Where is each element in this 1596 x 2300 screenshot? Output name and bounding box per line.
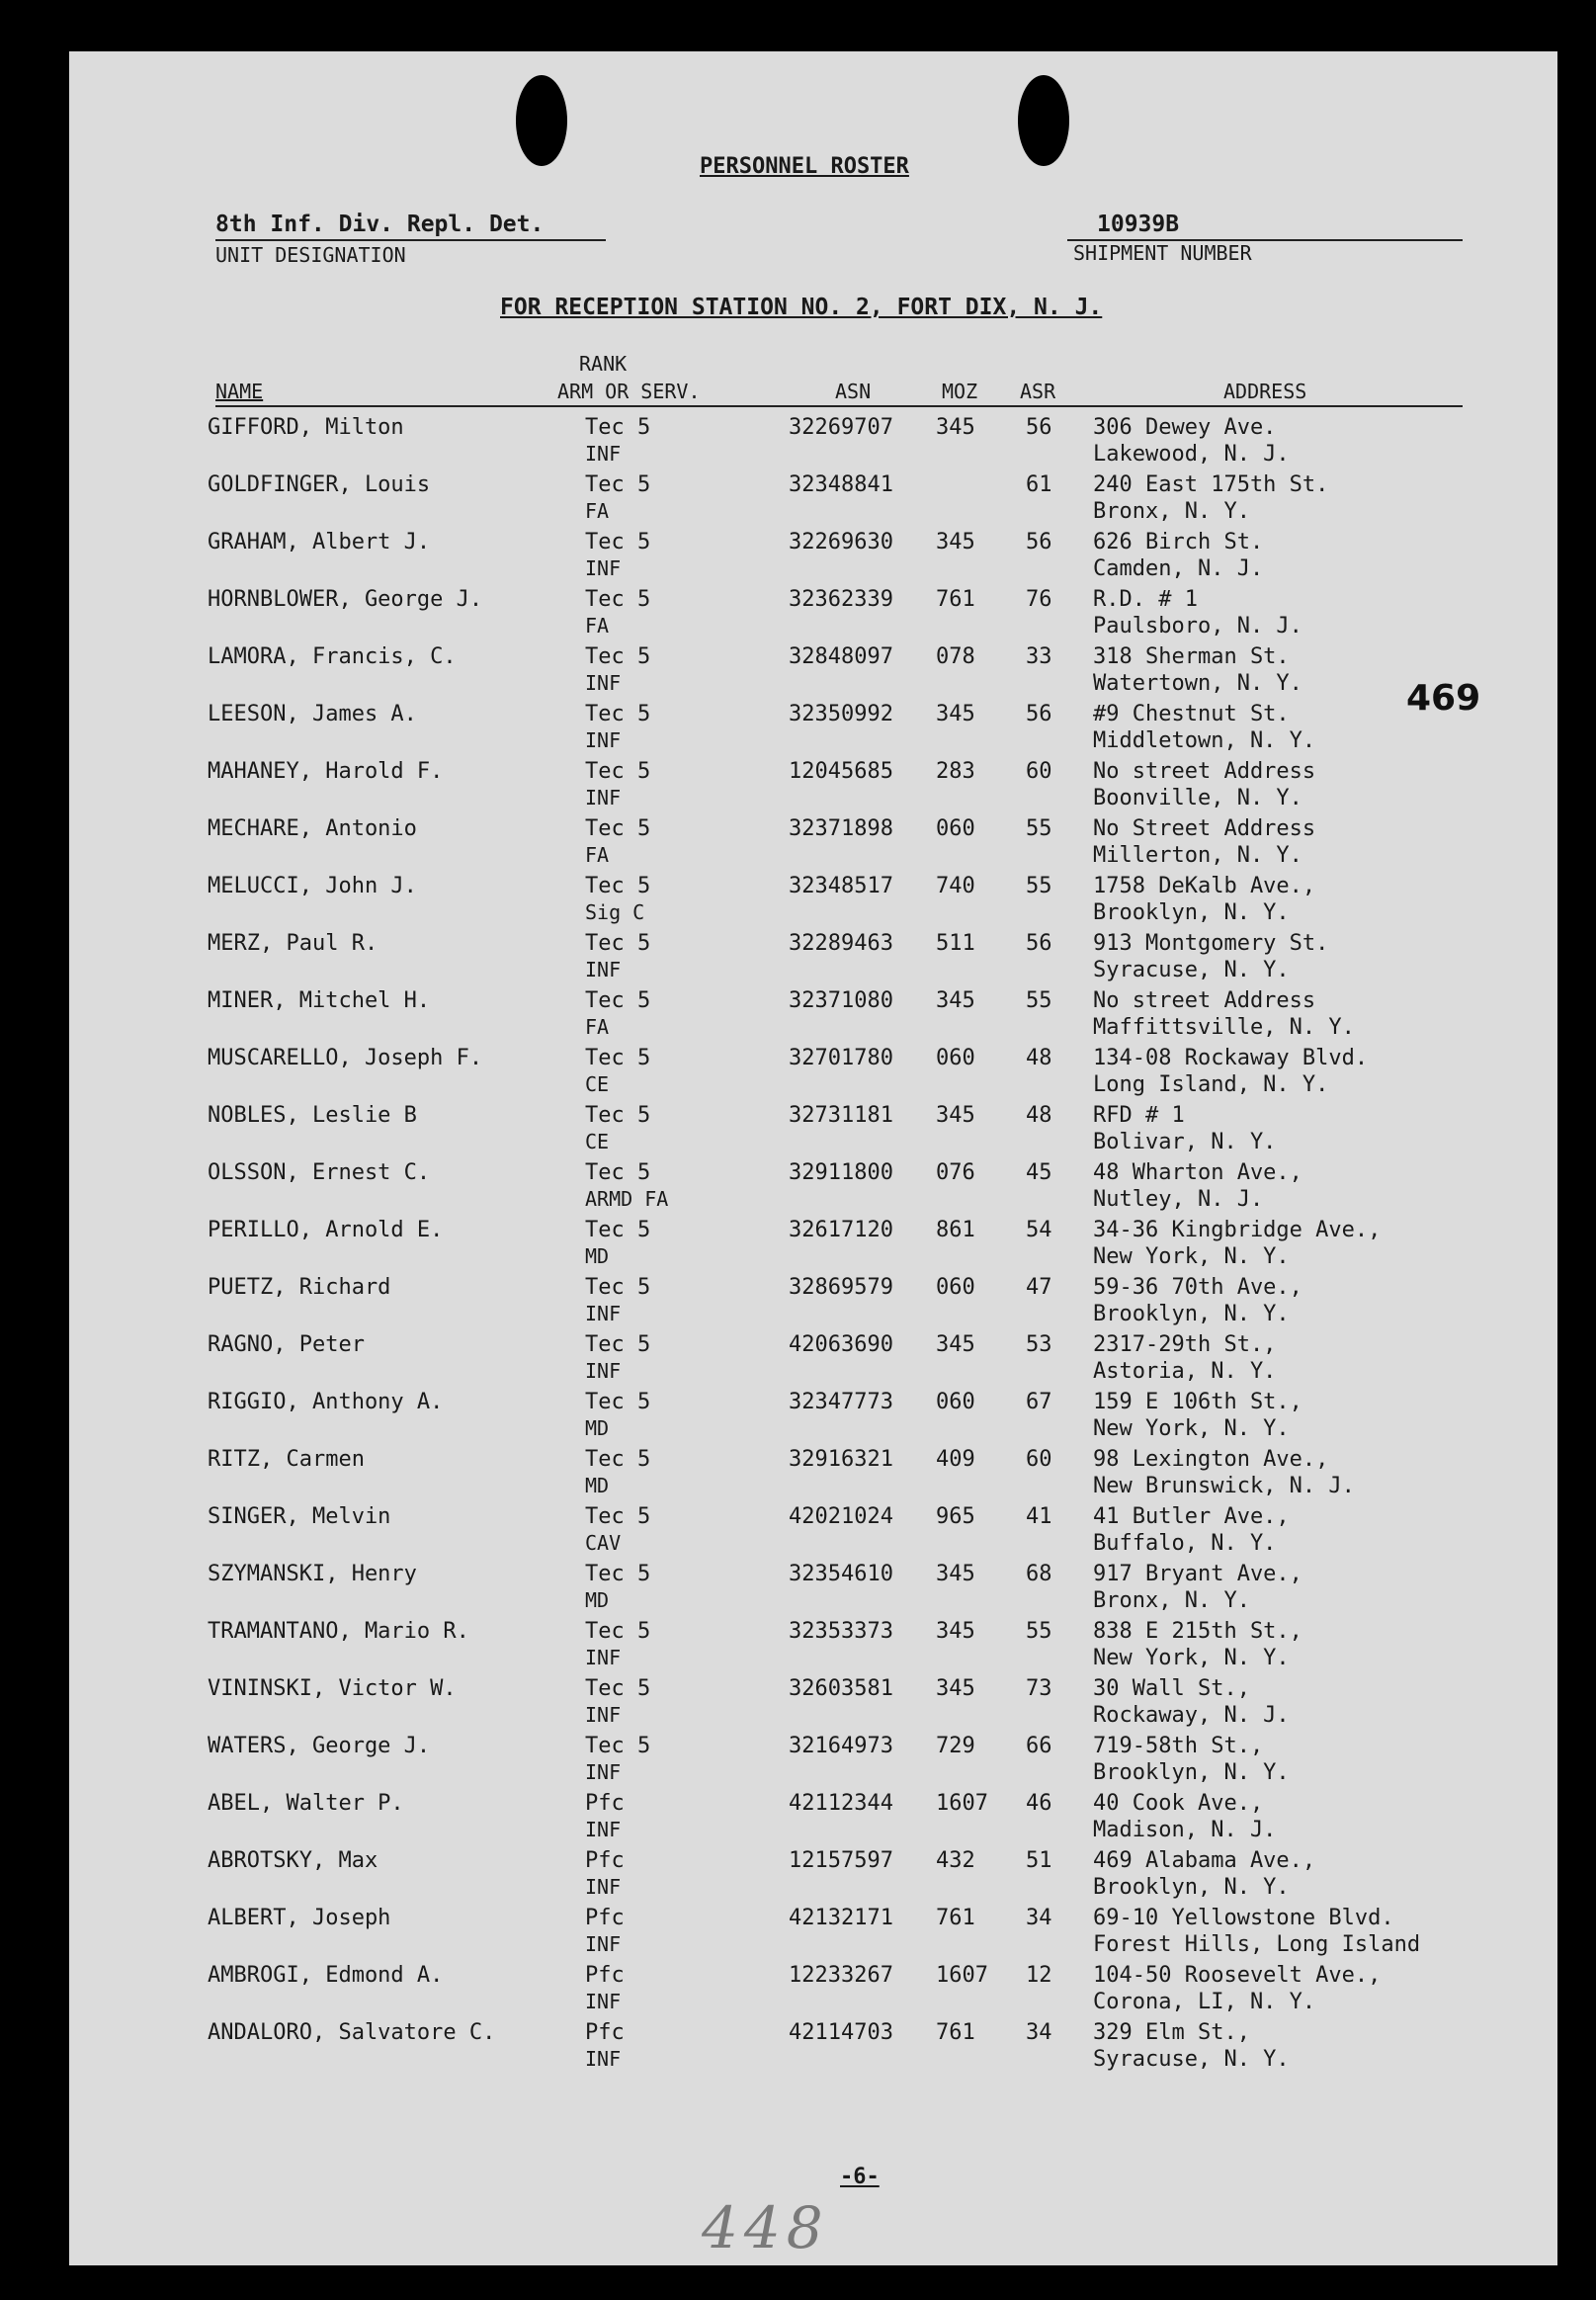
roster-asn: 42021024 — [789, 1504, 893, 1529]
col-header-rank: RANK — [579, 352, 628, 376]
roster-asr: 53 — [1026, 1332, 1052, 1357]
roster-address-line2: Syracuse, N. Y. — [1093, 958, 1290, 982]
roster-address-line2: Corona, LI, N. Y. — [1093, 1990, 1316, 2014]
roster-moz: 965 — [936, 1504, 975, 1529]
roster-asr: 55 — [1026, 874, 1052, 898]
roster-arm-service: INF — [585, 671, 622, 695]
roster-asn: 32348841 — [789, 472, 893, 497]
roster-asr: 33 — [1026, 644, 1052, 669]
roster-address-line2: Watertown, N. Y. — [1093, 671, 1302, 696]
roster-address-line1: 2317-29th St., — [1093, 1332, 1277, 1357]
roster-address-line1: 318 Sherman St. — [1093, 644, 1290, 669]
roster-address-line2: Bolivar, N. Y. — [1093, 1130, 1277, 1154]
table-row — [69, 982, 1557, 1040]
roster-rank: Pfc — [585, 1791, 625, 1816]
roster-address-line1: 917 Bryant Ave., — [1093, 1562, 1302, 1586]
table-row — [69, 1900, 1557, 1957]
col-header-moz: MOZ — [942, 380, 978, 403]
roster-asn: 32164973 — [789, 1734, 893, 1758]
roster-rank: Tec 5 — [585, 988, 651, 1013]
roster-asr: 54 — [1026, 1218, 1052, 1242]
unit-designation-label: UNIT DESIGNATION — [215, 239, 606, 267]
roster-rank: Tec 5 — [585, 1332, 651, 1357]
roster-arm-service: CAV — [585, 1531, 622, 1555]
document-page — [69, 51, 1557, 2265]
roster-arm-service: CE — [585, 1072, 610, 1096]
roster-moz: 511 — [936, 931, 975, 956]
roster-asn: 32701780 — [789, 1046, 893, 1070]
roster-moz: 761 — [936, 2020, 975, 2045]
roster-moz: 060 — [936, 1046, 975, 1070]
roster-moz: 345 — [936, 988, 975, 1013]
roster-address-line1: 469 Alabama Ave., — [1093, 1848, 1316, 1873]
roster-name: ALBERT, Joseph — [208, 1906, 391, 1930]
roster-name: MAHANEY, Harold F. — [208, 759, 444, 784]
roster-asn: 32353373 — [789, 1619, 893, 1644]
table-row — [69, 409, 1557, 467]
roster-name: SINGER, Melvin — [208, 1504, 391, 1529]
roster-moz: 761 — [936, 1906, 975, 1930]
roster-arm-service: INF — [585, 442, 622, 466]
roster-arm-service: ARMD FA — [585, 1187, 669, 1211]
table-row — [69, 1040, 1557, 1097]
table-row — [69, 1613, 1557, 1670]
roster-asr: 55 — [1026, 816, 1052, 841]
roster-name: VININSKI, Victor W. — [208, 1676, 457, 1701]
roster-asn: 32354610 — [789, 1562, 893, 1586]
roster-address-line1: 40 Cook Ave., — [1093, 1791, 1264, 1816]
roster-asn: 32371080 — [789, 988, 893, 1013]
table-row — [69, 1212, 1557, 1269]
table-row — [69, 581, 1557, 639]
roster-address-line2: Madison, N. J. — [1093, 1818, 1277, 1842]
roster-asr: 34 — [1026, 1906, 1052, 1930]
roster-asn: 32848097 — [789, 644, 893, 669]
roster-rank: Tec 5 — [585, 1504, 651, 1529]
roster-address-line1: No street Address — [1093, 759, 1316, 784]
roster-address-line2: Maffittsville, N. Y. — [1093, 1015, 1355, 1040]
roster-arm-service: INF — [585, 1359, 622, 1383]
table-row — [69, 1785, 1557, 1842]
roster-name: ABEL, Walter P. — [208, 1791, 404, 1816]
roster-rank: Tec 5 — [585, 530, 651, 554]
roster-asn: 12045685 — [789, 759, 893, 784]
roster-rank: Tec 5 — [585, 1676, 651, 1701]
roster-moz: 283 — [936, 759, 975, 784]
roster-arm-service: FA — [585, 499, 610, 523]
roster-name: GOLDFINGER, Louis — [208, 472, 431, 497]
table-row — [69, 1957, 1557, 2014]
roster-arm-service: INF — [585, 786, 622, 809]
roster-address-line2: New York, N. Y. — [1093, 1416, 1290, 1441]
roster-address-line2: Brooklyn, N. Y. — [1093, 1875, 1290, 1900]
table-row — [69, 1842, 1557, 1900]
roster-asn: 42132171 — [789, 1906, 893, 1930]
roster-address-line1: 69-10 Yellowstone Blvd. — [1093, 1906, 1394, 1930]
roster-asn: 42114703 — [789, 2020, 893, 2045]
roster-moz: 345 — [936, 530, 975, 554]
roster-name: PERILLO, Arnold E. — [208, 1218, 444, 1242]
roster-asr: 51 — [1026, 1848, 1052, 1873]
roster-moz: 729 — [936, 1734, 975, 1758]
roster-moz: 409 — [936, 1447, 975, 1472]
roster-arm-service: INF — [585, 1646, 622, 1669]
roster-address-line2: Bronx, N. Y. — [1093, 1588, 1250, 1613]
roster-asn: 32347773 — [789, 1390, 893, 1414]
roster-name: MUSCARELLO, Joseph F. — [208, 1046, 483, 1070]
roster-asn: 32348517 — [789, 874, 893, 898]
roster-arm-service: FA — [585, 1015, 610, 1039]
header-rule — [215, 405, 1463, 407]
roster-moz: 076 — [936, 1160, 975, 1185]
roster-arm-service: MD — [585, 1244, 610, 1268]
roster-asr: 56 — [1026, 702, 1052, 726]
roster-arm-service: INF — [585, 1818, 622, 1841]
table-row — [69, 639, 1557, 696]
roster-asn: 32916321 — [789, 1447, 893, 1472]
roster-asr: 56 — [1026, 530, 1052, 554]
table-row — [69, 1728, 1557, 1785]
roster-address-line2: Syracuse, N. Y. — [1093, 2047, 1290, 2072]
roster-name: HORNBLOWER, George J. — [208, 587, 483, 612]
table-row — [69, 810, 1557, 868]
col-header-arm: ARM OR SERV. — [557, 380, 701, 403]
roster-asr: 60 — [1026, 1447, 1052, 1472]
table-row — [69, 1384, 1557, 1441]
roster-rank: Tec 5 — [585, 472, 651, 497]
table-row — [69, 1441, 1557, 1498]
roster-address-line2: Brooklyn, N. Y. — [1093, 1760, 1290, 1785]
roster-asr: 55 — [1026, 1619, 1052, 1644]
roster-address-line1: 34-36 Kingbridge Ave., — [1093, 1218, 1382, 1242]
roster-address-line1: 913 Montgomery St. — [1093, 931, 1329, 956]
roster-arm-service: INF — [585, 556, 622, 580]
roster-asr: 41 — [1026, 1504, 1052, 1529]
roster-asr: 73 — [1026, 1676, 1052, 1701]
roster-address-line2: Camden, N. J. — [1093, 556, 1264, 581]
roster-rank: Pfc — [585, 2020, 625, 2045]
table-row — [69, 1556, 1557, 1613]
roster-address-line2: Nutley, N. J. — [1093, 1187, 1264, 1212]
roster-arm-service: FA — [585, 843, 610, 867]
roster-asn: 32617120 — [789, 1218, 893, 1242]
table-row — [69, 1326, 1557, 1384]
roster-moz: 345 — [936, 1619, 975, 1644]
roster-moz: 740 — [936, 874, 975, 898]
roster-name: RAGNO, Peter — [208, 1332, 365, 1357]
table-row — [69, 868, 1557, 925]
roster-asr: 56 — [1026, 931, 1052, 956]
binder-hole-right — [1018, 75, 1069, 166]
roster-moz: 345 — [936, 1676, 975, 1701]
roster-rank: Tec 5 — [585, 1447, 651, 1472]
roster-rank: Tec 5 — [585, 1734, 651, 1758]
roster-asn: 32269707 — [789, 415, 893, 440]
roster-moz: 345 — [936, 1562, 975, 1586]
roster-asn: 42112344 — [789, 1791, 893, 1816]
roster-address-line1: 159 E 106th St., — [1093, 1390, 1302, 1414]
roster-address-line1: #9 Chestnut St. — [1093, 702, 1290, 726]
roster-asn: 32911800 — [789, 1160, 893, 1185]
roster-moz: 060 — [936, 816, 975, 841]
roster-address-line2: Brooklyn, N. Y. — [1093, 1302, 1290, 1326]
roster-moz: 060 — [936, 1275, 975, 1300]
roster-address-line1: 626 Birch St. — [1093, 530, 1264, 554]
roster-address-line2: Long Island, N. Y. — [1093, 1072, 1329, 1097]
table-row — [69, 696, 1557, 753]
roster-asr: 56 — [1026, 415, 1052, 440]
roster-address-line2: New York, N. Y. — [1093, 1244, 1290, 1269]
roster-address-line1: 1758 DeKalb Ave., — [1093, 874, 1316, 898]
roster-name: RITZ, Carmen — [208, 1447, 365, 1472]
roster-address-line1: 838 E 215th St., — [1093, 1619, 1302, 1644]
roster-name: ABROTSKY, Max — [208, 1848, 378, 1873]
roster-asr: 55 — [1026, 988, 1052, 1013]
roster-address-line1: No Street Address — [1093, 816, 1316, 841]
roster-address-line2: Rockaway, N. J. — [1093, 1703, 1290, 1728]
roster-arm-service: FA — [585, 614, 610, 638]
roster-name: MELUCCI, John J. — [208, 874, 417, 898]
roster-name: GRAHAM, Albert J. — [208, 530, 431, 554]
roster-name: MECHARE, Antonio — [208, 816, 417, 841]
roster-asr: 48 — [1026, 1046, 1052, 1070]
roster-address-line2: Brooklyn, N. Y. — [1093, 900, 1290, 925]
roster-address-line1: 104-50 Roosevelt Ave., — [1093, 1963, 1382, 1988]
roster-moz: 060 — [936, 1390, 975, 1414]
roster-asr: 66 — [1026, 1734, 1052, 1758]
roster-name: SZYMANSKI, Henry — [208, 1562, 417, 1586]
roster-arm-service: INF — [585, 2047, 622, 2071]
page-title: PERSONNEL ROSTER — [700, 154, 909, 179]
roster-rank: Tec 5 — [585, 644, 651, 669]
roster-name: MERZ, Paul R. — [208, 931, 378, 956]
roster-name: RIGGIO, Anthony A. — [208, 1390, 444, 1414]
roster-address-line1: 59-36 70th Ave., — [1093, 1275, 1302, 1300]
roster-rank: Tec 5 — [585, 587, 651, 612]
roster-asn: 42063690 — [789, 1332, 893, 1357]
roster-moz: 761 — [936, 587, 975, 612]
roster-moz: 1607 — [936, 1963, 988, 1988]
roster-rank: Tec 5 — [585, 1562, 651, 1586]
roster-moz: 345 — [936, 702, 975, 726]
roster-name: GIFFORD, Milton — [208, 415, 404, 440]
roster-asr: 68 — [1026, 1562, 1052, 1586]
roster-address-line2: Lakewood, N. J. — [1093, 442, 1290, 467]
roster-asn: 32269630 — [789, 530, 893, 554]
roster-rank: Pfc — [585, 1848, 625, 1873]
roster-address-line1: 306 Dewey Ave. — [1093, 415, 1277, 440]
roster-rank: Pfc — [585, 1963, 625, 1988]
roster-moz: 078 — [936, 644, 975, 669]
roster-moz: 861 — [936, 1218, 975, 1242]
roster-asn: 32603581 — [789, 1676, 893, 1701]
roster-name: LAMORA, Francis, C. — [208, 644, 457, 669]
roster-rank: Tec 5 — [585, 931, 651, 956]
roster-rank: Tec 5 — [585, 816, 651, 841]
roster-arm-service: Sig C — [585, 900, 645, 924]
roster-address-line2: Forest Hills, Long Island — [1093, 1932, 1421, 1957]
roster-rank: Tec 5 — [585, 702, 651, 726]
roster-address-line1: 98 Lexington Ave., — [1093, 1447, 1329, 1472]
table-row — [69, 1269, 1557, 1326]
roster-asr: 45 — [1026, 1160, 1052, 1185]
roster-name: WATERS, George J. — [208, 1734, 431, 1758]
roster-asr: 12 — [1026, 1963, 1052, 1988]
roster-address-line2: Buffalo, N. Y. — [1093, 1531, 1277, 1556]
roster-address-line2: New Brunswick, N. J. — [1093, 1474, 1355, 1498]
roster-arm-service: INF — [585, 958, 622, 981]
table-row — [69, 524, 1557, 581]
roster-moz: 345 — [936, 415, 975, 440]
roster-address-line1: 41 Butler Ave., — [1093, 1504, 1290, 1529]
roster-name: PUETZ, Richard — [208, 1275, 391, 1300]
table-row — [69, 467, 1557, 524]
roster-address-line2: Boonville, N. Y. — [1093, 786, 1302, 810]
shipment-number-label: SHIPMENT NUMBER — [1073, 241, 1252, 265]
roster-arm-service: INF — [585, 1990, 622, 2013]
table-row — [69, 1498, 1557, 1556]
roster-name: MINER, Mitchel H. — [208, 988, 431, 1013]
roster-asr: 48 — [1026, 1103, 1052, 1128]
page-number: -6- — [840, 2165, 880, 2189]
roster-address-line1: 240 East 175th St. — [1093, 472, 1329, 497]
col-header-name: NAME — [215, 380, 264, 403]
roster-asn: 32289463 — [789, 931, 893, 956]
col-header-asr: ASR — [1020, 380, 1056, 403]
roster-rank: Tec 5 — [585, 1160, 651, 1185]
roster-arm-service: INF — [585, 1302, 622, 1325]
roster-rank: Tec 5 — [585, 759, 651, 784]
roster-address-line2: Bronx, N. Y. — [1093, 499, 1250, 524]
roster-arm-service: INF — [585, 1875, 622, 1899]
roster-asn: 32350992 — [789, 702, 893, 726]
roster-asr: 47 — [1026, 1275, 1052, 1300]
roster-address-line1: RFD # 1 — [1093, 1103, 1185, 1128]
roster-address-line1: 719-58th St., — [1093, 1734, 1264, 1758]
roster-asr: 67 — [1026, 1390, 1052, 1414]
roster-arm-service: INF — [585, 1760, 622, 1784]
roster-name: ANDALORO, Salvatore C. — [208, 2020, 496, 2045]
table-row — [69, 1154, 1557, 1212]
shipment-number-value: 10939B — [1097, 212, 1180, 237]
roster-asr: 76 — [1026, 587, 1052, 612]
roster-address-line2: Middletown, N. Y. — [1093, 728, 1316, 753]
roster-arm-service: MD — [585, 1474, 610, 1497]
roster-address-line1: R.D. # 1 — [1093, 587, 1198, 612]
roster-arm-service: INF — [585, 728, 622, 752]
roster-asr: 34 — [1026, 2020, 1052, 2045]
roster-rank: Tec 5 — [585, 874, 651, 898]
roster-rank: Tec 5 — [585, 415, 651, 440]
table-row — [69, 925, 1557, 982]
roster-rank: Tec 5 — [585, 1218, 651, 1242]
table-row — [69, 1670, 1557, 1728]
roster-name: LEESON, James A. — [208, 702, 417, 726]
roster-moz: 432 — [936, 1848, 975, 1873]
roster-address-line2: Astoria, N. Y. — [1093, 1359, 1277, 1384]
roster-asr: 60 — [1026, 759, 1052, 784]
roster-asn: 32362339 — [789, 587, 893, 612]
roster-rank: Pfc — [585, 1906, 625, 1930]
roster-moz: 345 — [936, 1332, 975, 1357]
table-row — [69, 1097, 1557, 1154]
roster-address-line2: Millerton, N. Y. — [1093, 843, 1302, 868]
handwritten-number: 448 — [702, 2194, 829, 2261]
binder-hole-left — [516, 75, 567, 166]
roster-rank: Tec 5 — [585, 1046, 651, 1070]
roster-address-line1: 48 Wharton Ave., — [1093, 1160, 1302, 1185]
roster-rank: Tec 5 — [585, 1275, 651, 1300]
roster-name: OLSSON, Ernest C. — [208, 1160, 431, 1185]
table-row — [69, 2014, 1557, 2072]
roster-moz: 345 — [936, 1103, 975, 1128]
roster-rank: Tec 5 — [585, 1619, 651, 1644]
roster-arm-service: INF — [585, 1932, 622, 1956]
roster-moz: 1607 — [936, 1791, 988, 1816]
roster-address-line2: Paulsboro, N. J. — [1093, 614, 1302, 639]
col-header-address: ADDRESS — [1223, 380, 1307, 403]
roster-asn: 12157597 — [789, 1848, 893, 1873]
col-header-asn: ASN — [835, 380, 872, 403]
roster-rank: Tec 5 — [585, 1390, 651, 1414]
roster-asn: 32371898 — [789, 816, 893, 841]
roster-name: AMBROGI, Edmond A. — [208, 1963, 444, 1988]
roster-arm-service: CE — [585, 1130, 610, 1153]
roster-arm-service: MD — [585, 1588, 610, 1612]
roster-asn: 32731181 — [789, 1103, 893, 1128]
roster-arm-service: INF — [585, 1703, 622, 1727]
roster-address-line1: 134-08 Rockaway Blvd. — [1093, 1046, 1369, 1070]
table-row — [69, 753, 1557, 810]
roster-address-line2: New York, N. Y. — [1093, 1646, 1290, 1670]
roster-rank: Tec 5 — [585, 1103, 651, 1128]
roster-asr: 46 — [1026, 1791, 1052, 1816]
reception-station: FOR RECEPTION STATION NO. 2, FORT DIX, N. J. — [500, 295, 1103, 320]
roster-arm-service: MD — [585, 1416, 610, 1440]
roster-address-line1: 30 Wall St., — [1093, 1676, 1250, 1701]
roster-asn: 32869579 — [789, 1275, 893, 1300]
roster-asn: 12233267 — [789, 1963, 893, 1988]
stamp-number: 469 — [1406, 678, 1481, 719]
roster-name: NOBLES, Leslie B — [208, 1103, 417, 1128]
roster-address-line1: No street Address — [1093, 988, 1316, 1013]
unit-designation-value: 8th Inf. Div. Repl. Det. — [215, 212, 545, 237]
roster-asr: 61 — [1026, 472, 1052, 497]
roster-name: TRAMANTANO, Mario R. — [208, 1619, 469, 1644]
roster-address-line1: 329 Elm St., — [1093, 2020, 1250, 2045]
